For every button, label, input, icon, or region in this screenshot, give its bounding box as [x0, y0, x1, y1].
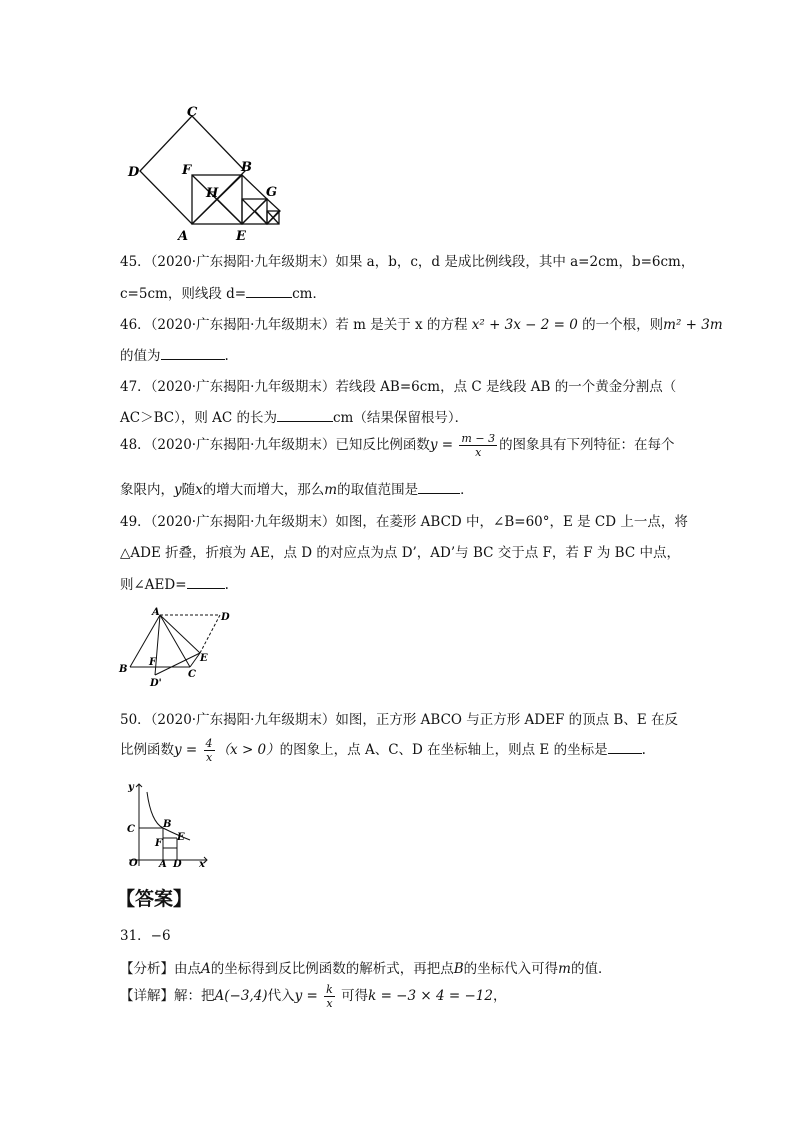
answer-blank	[187, 576, 225, 589]
label-B: B	[119, 664, 128, 675]
answer-blank	[608, 741, 642, 754]
label-E: E	[200, 653, 208, 664]
label-C: C	[188, 669, 196, 680]
question-47-line-1: 47．（2020·广东揭阳·九年级期末）若线段 AB=6cm，点 C 是线段 AB 的一个黄金分割点（	[120, 379, 677, 395]
label-H: H	[206, 186, 219, 201]
label-x: x	[199, 859, 205, 868]
question-49-line-1: 49．（2020·广东揭阳·九年级期末）如图，在菱形 ABCD 中，∠B=60°，E 是 CD 上一点，将	[120, 514, 688, 530]
fraction-4-over-x: $\frac{4}{x}$	[205, 737, 213, 764]
question-50-line-2: 比例函数y = $\frac{4}{x}$ （x > 0）的图象上，点 A、C、D 在坐标轴上，则点 E 的坐标是 .	[120, 737, 646, 764]
question-50-line-1: 50．（2020·广东揭阳·九年级期末）如图，正方形 ABCO 与正方形 ADEF 的顶点 B、E 在反	[120, 712, 679, 728]
question-48-line-2: 象限内，y随x的增大而增大，那么m的取值范围是 ．	[120, 482, 474, 498]
fraction-k-over-x: $\frac{k}{x}$	[326, 983, 333, 1010]
question-45-line-2: c=5cm，则线段 d= cm．	[120, 286, 326, 302]
label-A: A	[178, 229, 189, 244]
question-46-line-2: 的值为 .	[120, 348, 229, 364]
fraction-m-minus-3-over-x: $\frac{m - 3}{x}$	[461, 432, 496, 459]
label-A: A	[152, 607, 160, 618]
answer-blank	[418, 481, 460, 494]
answer-blank	[246, 285, 292, 298]
label-B: B	[163, 819, 172, 830]
answer-detail: 【详解】解：把A(−3,4)代入y = $\frac{k}{x}$ 可得k = −3 × 4 = −12，	[120, 983, 507, 1010]
label-O: O	[129, 858, 138, 868]
label-G: G	[266, 185, 278, 200]
label-D: D	[221, 612, 230, 623]
label-F: F	[155, 838, 163, 849]
label-F: F	[182, 163, 192, 178]
question-49-line-2: △ADE 折叠，折痕为 AE，点 D 的对应点为点 D’，AD’与 BC 交于点 F，若 F 为 BC 中点，	[120, 545, 680, 561]
figure-rhombus-fold	[115, 603, 240, 688]
label-D-prime: D'	[150, 678, 162, 688]
label-E: E	[236, 229, 246, 244]
label-E: E	[177, 832, 185, 843]
label-C: C	[127, 824, 135, 835]
question-48-line-1: 48．（2020·广东揭阳·九年级期末）已知反比例函数y = $\frac{m - 3}{x}$ 的图象具有下列特征：在每个	[120, 432, 675, 459]
figure-hyperbola-squares	[115, 780, 215, 868]
label-C: C	[187, 105, 198, 120]
question-47-line-2: AC＞BC），则 AC 的长为 cm（结果保留根号）．	[120, 410, 469, 426]
label-D: D	[128, 165, 140, 180]
figure-nested-squares	[120, 100, 300, 245]
question-49-line-3: 则∠AED= .	[120, 577, 229, 593]
label-F: F	[149, 657, 157, 668]
question-46-line-1: 46．（2020·广东揭阳·九年级期末）若 m 是关于 x 的方程 x² + 3x − 2 = 0 的一个根，则m² + 3m	[120, 317, 723, 333]
label-A: A	[159, 859, 167, 868]
label-B: B	[241, 160, 252, 175]
answer-heading: 【答案】	[116, 888, 193, 910]
answer-blank	[277, 409, 333, 422]
question-45-line-1: 45．（2020·广东揭阳·九年级期末）如果 a，b，c，d 是成比例线段，其中 a=2cm，b=6cm，	[120, 254, 695, 270]
answer-31: 31．−6	[120, 928, 171, 944]
label-y: y	[128, 782, 134, 793]
label-D: D	[173, 859, 182, 868]
answer-blank	[161, 347, 225, 360]
answer-analysis: 【分析】由点A的坐标得到反比例函数的解析式，再把点B的坐标代入可得m的值．	[120, 961, 612, 977]
